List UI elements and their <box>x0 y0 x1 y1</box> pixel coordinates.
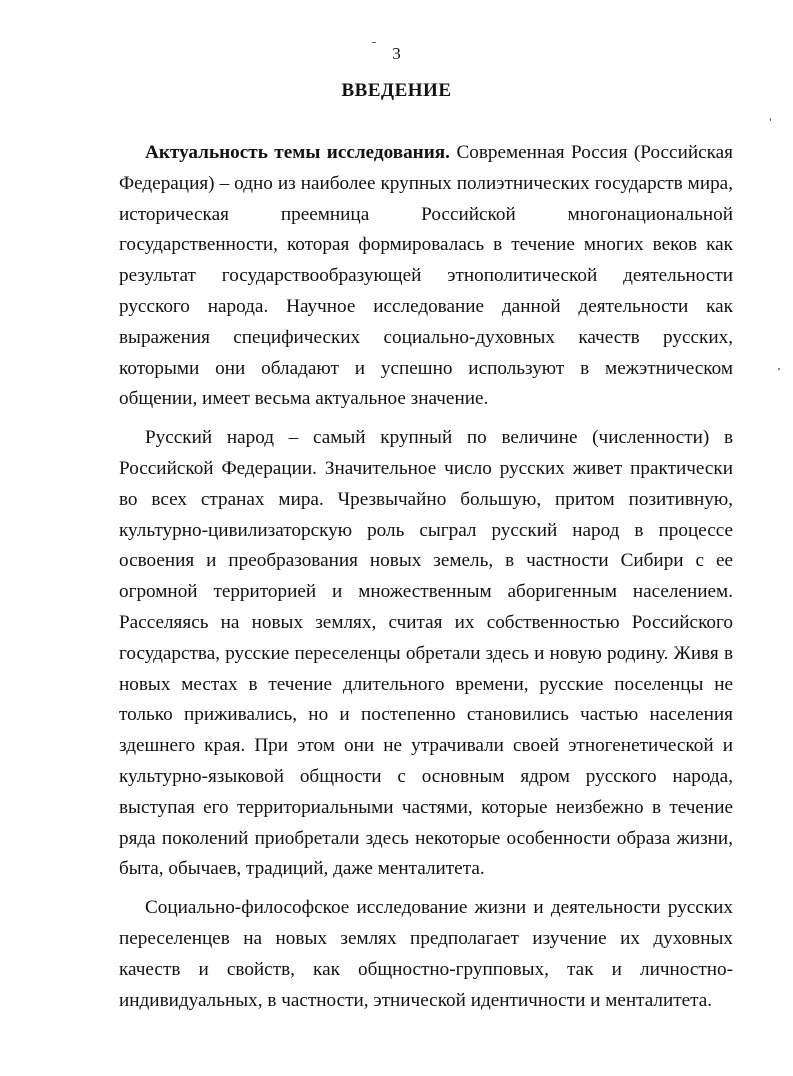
paragraph-russian-people <box>119 423 733 885</box>
scan-speck <box>778 368 780 370</box>
paragraph-text: Современная Россия (Российская Федерация) – одно из наиболее крупных полиэтнических государств мира, историческая преемница Российской многонациональной государственности, которая формировалась в течение многих веков как результат государствообразующей этнополитической деятельности русского народа. Научное исследование данной деятельности как выражения специфических социально-духовных качеств русских, которыми они обладают и успешно используют в межэтническом общении, имеет весьма актуальное значение. <box>119 142 733 410</box>
page-number: 3 <box>392 44 401 63</box>
paragraph-relevance <box>119 138 733 415</box>
scan-speck <box>770 118 771 121</box>
document-body <box>119 138 733 1024</box>
paragraph-social-philosophical <box>119 893 733 1016</box>
paragraph-lead-heading: Актуальность темы исследования. <box>145 142 450 163</box>
section-title: ВВЕДЕНИЕ <box>341 80 452 101</box>
paragraph-text: Социально-философское исследование жизни и деятельности русских переселенцев на новых землях предполагает изучение их духовных качеств и свойств, как общностно-групповых, так и личностно-индивидуальных, в частности, этнической идентичности и менталитета. <box>119 897 733 1011</box>
scan-speck <box>372 42 376 43</box>
paragraph-text: Русский народ – самый крупный по величине (численности) в Российской Федерации. Значительное число русских живет практически во всех странах мира. Чрезвычайно большую, притом позитивную, культурно-цивилизаторскую роль сыграл русский народ в процессе освоения и преобразования новых земель, в частности Сибири с ее огромной территорией и множественным аборигенным населением. Расселяясь на новых землях, считая их собственностью Российского государства, русские переселенцы обретали здесь и новую родину. Живя в новых местах в течение длительного времени, русские поселенцы не только приживались, но и постепенно становились частью населения здешнего края. При этом они не утрачивали своей этногенетической и культурно-языковой общности с основным ядром русского народа, выступая его территориальными частями, которые неизбежно в течение ряда поколений приобретали здесь некоторые особенности образа жизни, быта, обычаев, традиций, даже менталитета. <box>119 427 733 880</box>
